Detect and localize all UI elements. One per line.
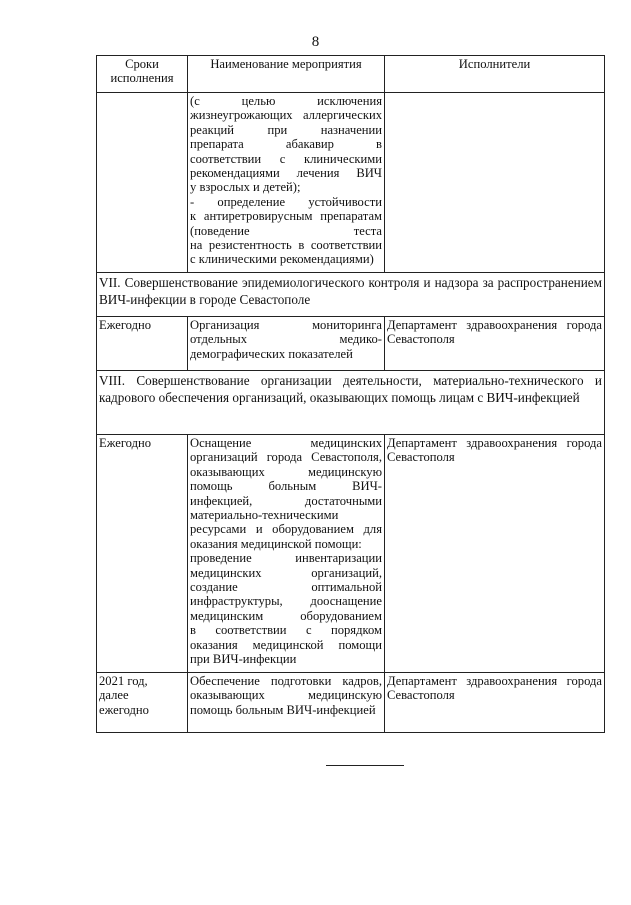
measure-line: отдельных медико-	[190, 332, 382, 347]
measure-line: при ВИЧ-инфекции	[190, 652, 297, 667]
table-row-8-2	[97, 673, 605, 733]
cell-term: Ежегодно	[97, 435, 188, 673]
measure-line: реакций при назначении	[190, 122, 382, 137]
measure-line: помощь больным ВИЧ-	[190, 479, 382, 494]
header-term-line-2: исполнения	[110, 71, 174, 86]
cell-executor	[385, 435, 605, 673]
measure-line: проведение инвентаризации	[190, 551, 382, 566]
cell-executor	[385, 317, 605, 371]
cell-executor	[385, 93, 605, 273]
measure-line: инфекцией, достаточными	[190, 493, 382, 508]
measure-line: оказания медицинской помощи:	[190, 536, 362, 551]
measure-line: медицинских организаций,	[190, 565, 382, 580]
closing-rule	[326, 765, 404, 766]
measure-line: медицинским оборудованием	[190, 608, 382, 623]
measure-line: - определение устойчивости	[190, 194, 382, 209]
table-row-8-1	[97, 435, 605, 673]
section-row-8	[97, 371, 605, 435]
measure-line: жизнеугрожающих аллергических	[190, 108, 382, 123]
cell-measure	[188, 317, 385, 371]
table-row-7-1	[97, 317, 605, 371]
table-header-row	[97, 56, 605, 93]
measure-line: демографических показателей	[190, 346, 353, 361]
measure-line: препарата абакавир в	[190, 137, 382, 152]
header-executor: Исполнители	[385, 56, 605, 93]
section-8-line-1: VIII. Совершенствование организации деятельности, материально-технического и	[99, 373, 602, 388]
term-line: 2021 год,	[99, 674, 148, 688]
executor-line: Департамент здравоохранения города	[387, 674, 602, 688]
cell-term: Ежегодно	[97, 317, 188, 371]
measure-line: оказывающих медицинскую	[190, 464, 382, 479]
measure-line: (поведение теста	[190, 223, 382, 238]
measure-line: оказывающих медицинскую	[190, 688, 382, 703]
measure-line: материально-техническими	[190, 508, 339, 523]
executor-line: Севастополя	[387, 688, 455, 703]
executor-line: Севастополя	[387, 332, 455, 347]
measure-line: помощь больным ВИЧ-инфекцией	[190, 702, 376, 717]
header-term	[97, 56, 188, 93]
term-line: далее	[99, 688, 129, 703]
measure-line: рекомендациями лечения ВИЧ	[190, 166, 382, 181]
cell-executor	[385, 673, 605, 733]
action-plan-table	[96, 55, 605, 733]
term-line: ежегодно	[99, 702, 149, 717]
section-row-7	[97, 273, 605, 317]
cell-measure	[188, 435, 385, 673]
section-7-heading	[97, 273, 605, 317]
page-number: 8	[311, 34, 320, 50]
measure-line: в соответствии с порядком	[190, 623, 382, 638]
executor-line: Департамент здравоохранения города	[387, 318, 602, 332]
measure-line: к антиретровирусным препаратам	[190, 209, 382, 224]
section-8-line-2: кадрового обеспечения организаций, оказывающих помощь лицам с ВИЧ-инфекцией	[99, 390, 580, 405]
cell-measure	[188, 93, 385, 273]
cell-term	[97, 673, 188, 733]
measure-line: на резистентность в соответствии	[190, 238, 382, 253]
cell-measure	[188, 673, 385, 733]
measure-line: создание оптимальной	[190, 580, 382, 595]
measure-line: Обеспечение подготовки кадров,	[190, 674, 382, 688]
measure-line: оказания медицинской помощи	[190, 637, 382, 652]
measure-line: инфраструктуры, дооснащение	[190, 594, 382, 609]
measure-line: организаций города Севастополя,	[190, 450, 382, 465]
executor-line: Севастополя	[387, 450, 455, 465]
measure-line: Оснащение медицинских	[190, 436, 382, 450]
section-8-heading	[97, 371, 605, 435]
table-row-continuation	[97, 93, 605, 273]
measure-line: соответствии с клиническими	[190, 151, 382, 166]
cell-term	[97, 93, 188, 273]
executor-line: Департамент здравоохранения города	[387, 436, 602, 450]
measure-line: (с целью исключения	[190, 94, 382, 108]
section-7-line-1: VII. Совершенствование эпидемиологического контроля и надзора за распространением	[99, 275, 602, 290]
measure-line: ресурсами и оборудованием для	[190, 522, 382, 537]
measure-line: с клиническими рекомендациями)	[190, 252, 374, 267]
section-7-line-2: ВИЧ-инфекции в городе Севастополе	[99, 292, 311, 307]
measure-line: Организация мониторинга	[190, 318, 382, 332]
header-measure: Наименование мероприятия	[188, 56, 385, 93]
measure-line: у взрослых и детей);	[190, 180, 301, 195]
header-term-line-1: Сроки	[125, 57, 159, 71]
